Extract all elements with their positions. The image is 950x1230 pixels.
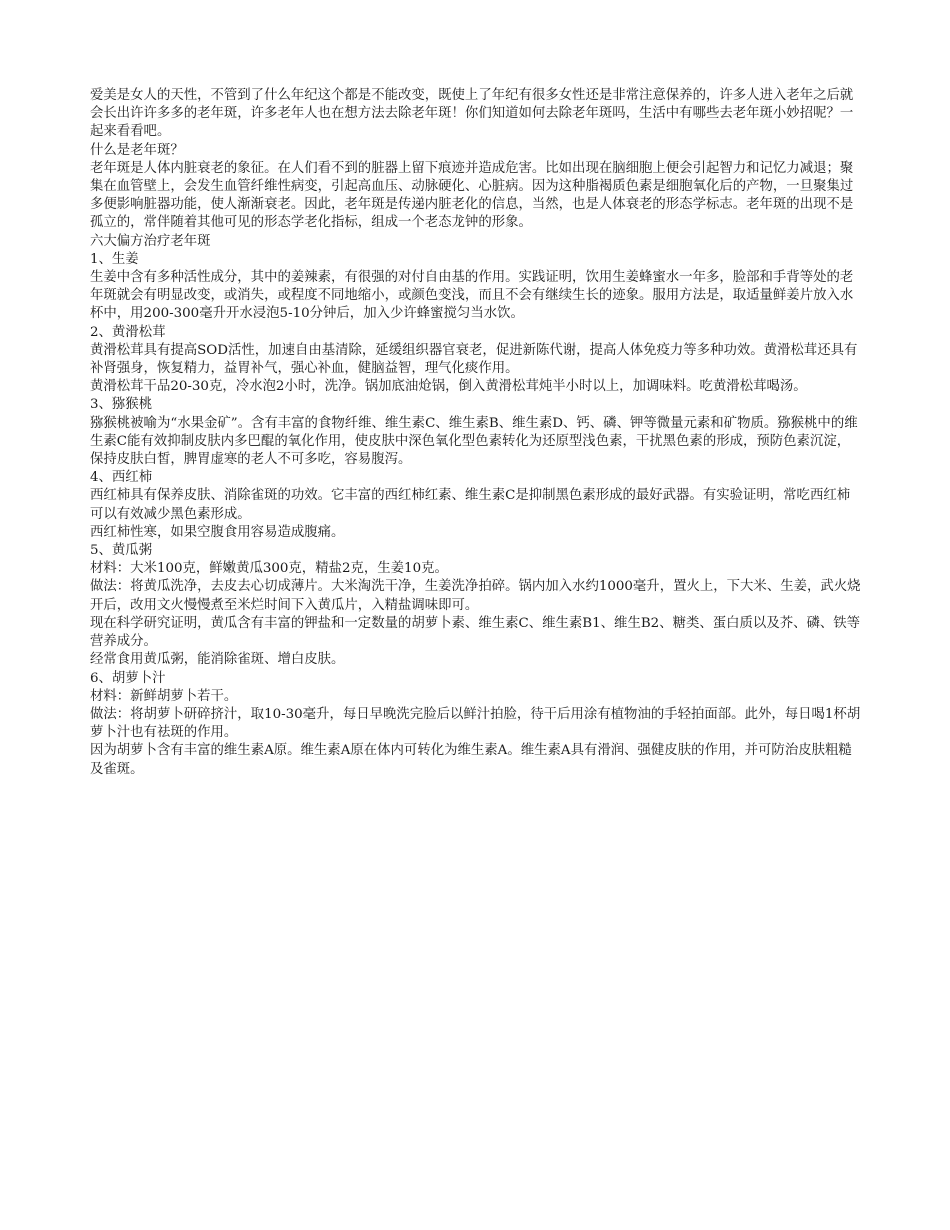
definition-paragraph: 老年斑是人体内脏衰老的象征。在人们看不到的脏器上留下痕迹并造成危害。比如出现在脑细胞上便会引起智力和记忆力减退；聚集在血管壁上，会发生血管纤维性病变，引起高血压、动脉硬化、心脏病。因为这种脂褐质色素是细胞氧化后的产物，一旦聚集过多便影响脏器功能，使人渐渐衰老。因此，老年斑是传递内脏老化的信息，当然，也是人体衰老的形态学标志。老年斑的出现不是孤立的，常伴随着其他可见的形态学老化指标，组成一个老态龙钟的形象。 — [90, 160, 854, 231]
remedy-heading-mushroom: 2、黄滑松茸 — [90, 324, 166, 340]
cucumber-research-paragraph: 现在科学研究证明，黄瓜含有丰富的钾盐和一定数量的胡萝卜素、维生素C、维生素B1、维生B2、糖类、蛋白质以及芥、磷、铁等营养成分。 — [90, 615, 861, 650]
kiwi-paragraph: 猕猴桃被喻为“水果金矿”。含有丰富的食物纤维、维生素C、维生素B、维生素D、钙、磷、钾等微量元素和矿物质。猕猴桃中的维生素C能有效抑制皮肤内多巴醌的氧化作用，使皮肤中深色氧化型色素转化为还原型浅色素，干扰黑色素的形成，预防色素沉淀，保持皮肤白皙，脾胃虚寒的老人不可多吃，容易腹泻。 — [90, 415, 858, 468]
mushroom-usage-paragraph: 黄滑松茸干品20-30克，冷水泡2小时，洗净。锅加底油炝锅，倒入黄滑松茸炖半小时以上，加调味料。吃黄滑松茸喝汤。 — [90, 379, 807, 395]
cucumber-benefit-paragraph: 经常食用黄瓜粥，能消除雀斑、增白皮肤。 — [90, 652, 345, 668]
remedy-heading-cucumber-porridge: 5、黄瓜粥 — [90, 543, 153, 559]
mushroom-paragraph: 黄滑松茸具有提高SOD活性，加速自由基清除，延缓组织器官衰老，促进新陈代谢，提高人体免疫力等多种功效。黄滑松茸还具有补肾强身，恢复精力，益胃补气，强心补血，健脑益智，理气化痰作用。 — [90, 342, 858, 377]
section-heading-remedies: 六大偏方治疗老年斑 — [90, 233, 211, 249]
tomato-warning-paragraph: 西红柿性寒，如果空腹食用容易造成腹痛。 — [90, 524, 345, 540]
article-body — [90, 87, 862, 779]
remedy-heading-tomato: 4、西红柿 — [90, 470, 153, 486]
remedy-heading-kiwi: 3、猕猴桃 — [90, 397, 153, 413]
cucumber-method-paragraph: 做法：将黄瓜洗净，去皮去心切成薄片。大米淘洗干净，生姜洗净拍碎。锅内加入水约1000毫升，置火上，下大米、生姜，武火烧开后，改用文火慢慢煮至米烂时间下入黄瓜片，入精盐调味即可。 — [90, 579, 861, 613]
remedy-heading-carrot-juice: 6、胡萝卜汁 — [90, 670, 166, 686]
ginger-paragraph: 生姜中含有多种活性成分，其中的姜辣素，有很强的对付自由基的作用。实践证明，饮用生姜蜂蜜水一年多，脸部和手背等处的老年斑就会有明显改变，或消失，或程度不同地缩小，或颜色变浅，而且不会有继续生长的迹象。服用方法是，取适量鲜姜片放入水杯中，用200-300毫升开水浸泡5-10分钟后，加入少许蜂蜜搅匀当水饮。 — [90, 270, 854, 322]
carrot-reason-paragraph: 因为胡萝卜含有丰富的维生素A原。维生素A原在体内可转化为维生素A。维生素A具有滑润、强健皮肤的作用，并可防治皮肤粗糙及雀斑。 — [90, 743, 852, 777]
intro-paragraph: 爱美是女人的天性，不管到了什么年纪这个都是不能改变，既使上了年纪有很多女性还是非常注意保养的，许多人进入老年之后就会长出许许多多的老年斑，许多老年人也在想方法去除老年斑！你们知道如何去除老年斑吗，生活中有哪些去老年斑小妙招呢？一起来看看吧。 — [90, 88, 854, 140]
tomato-paragraph: 西红柿具有保养皮肤、消除雀斑的功效。它丰富的西红柿红素、维生素C是抑制黑色素形成的最好武器。有实验证明，常吃西红柿可以有效减少黑色素形成。 — [90, 488, 851, 522]
carrot-method-paragraph: 做法：将胡萝卜研碎挤汁，取10-30毫升，每日早晚洗完脸后以鲜汁拍脸，待干后用涂有植物油的手轻拍面部。此外，每日喝1杯胡萝卜汁也有祛斑的作用。 — [90, 706, 861, 741]
section-heading-what-is: 什么是老年斑？ — [90, 142, 184, 158]
cucumber-ingredients-paragraph: 材料：大米100克，鲜嫩黄瓜300克，精盐2克，生姜10克。 — [90, 561, 448, 577]
carrot-ingredients-paragraph: 材料：新鲜胡萝卜若干。 — [90, 688, 238, 704]
remedy-heading-ginger: 1、生姜 — [90, 251, 139, 267]
